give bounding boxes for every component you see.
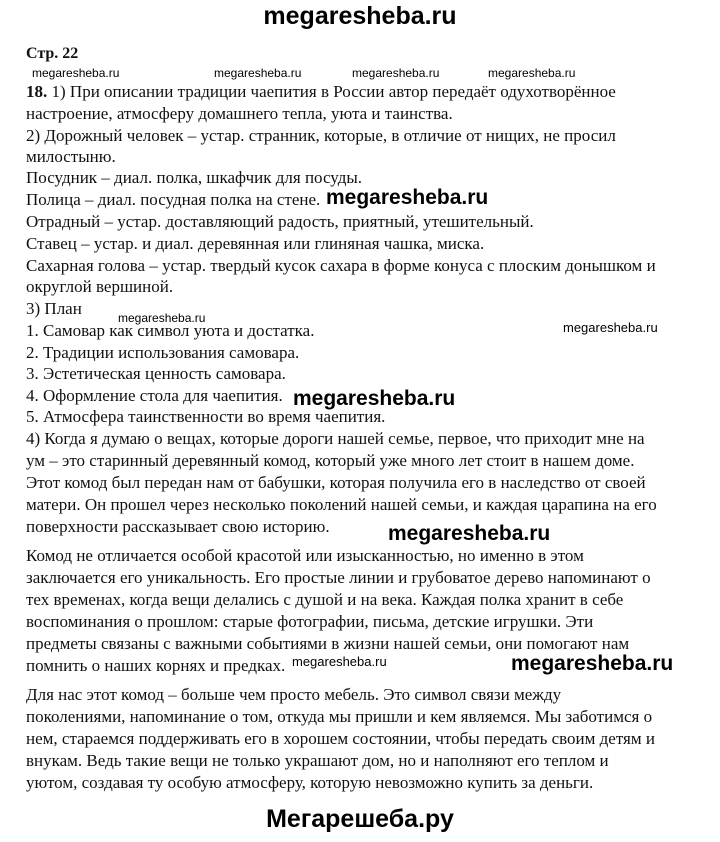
watermark-large: megaresheba.ru xyxy=(388,522,551,545)
watermark-small: megaresheba.ru xyxy=(292,654,387,669)
watermark-small: megaresheba.ru xyxy=(563,320,658,335)
page-label: Стр. 22 xyxy=(26,45,79,62)
watermark-small: megaresheba.ru xyxy=(118,311,206,325)
text-line: настроение, атмосферу домашнего тепла, уюта и таинства. xyxy=(26,104,453,123)
text-line: заключается его уникальность. Его простые линии и грубоватое дерево напоминают о xyxy=(26,568,651,587)
watermark-large: megaresheba.ru xyxy=(293,387,456,410)
text-line: 4) Когда я думаю о вещах, которые дороги нашей семье, первое, что приходит мне на xyxy=(26,429,645,448)
text-line: помнить о наших корнях и предках. xyxy=(26,656,286,675)
text-line: Ставец – устар. и диал. деревянная или глиняная чашка, миска. xyxy=(26,234,485,253)
text-line: Этот комод был передан нам от бабушки, которая получила его в наследство от своей xyxy=(26,473,646,492)
text-line: уютом, создавая ту особую атмосферу, которую невозможно купить за деньги. xyxy=(26,773,594,792)
exercise-number: 18. xyxy=(26,82,48,101)
text-line: поколениями, напоминание о том, откуда мы пришли и кем являемся. Мы заботимся о xyxy=(26,707,653,726)
text-line: Сахарная голова – устар. твердый кусок сахара в форме конуса с плоским донышком и xyxy=(26,256,656,275)
text-line: милостыню. xyxy=(26,147,116,166)
watermark-small: megaresheba.ru xyxy=(32,66,120,80)
watermark-small: megaresheba.ru xyxy=(488,66,576,80)
watermark-large: megaresheba.ru xyxy=(511,652,674,675)
text-line: 2) Дорожный человек – устар. странник, которые, в отличие от нищих, не просил xyxy=(26,126,616,145)
site-watermark-bottom: Мегарешеба.ру xyxy=(266,805,454,833)
text-line: 4. Оформление стола для чаепития. xyxy=(26,386,283,405)
text-line: тех временах, когда вещи делались с душой и на века. Каждая полка хранит в себе xyxy=(26,590,624,609)
text-line: предметы связаны с важными событиями в жизни нашей семьи, они помогают нам xyxy=(26,634,630,653)
text-line: Полица – диал. посудная полка на стене. xyxy=(26,190,321,209)
text-line: 1. Самовар как символ уюта и достатка. xyxy=(26,321,315,340)
text-line: ум – это старинный деревянный комод, который уже много лет стоит в нашем доме. xyxy=(26,451,635,470)
text-line: Посудник – диал. полка, шкафчик для посуды. xyxy=(26,168,363,187)
text-line: поверхности рассказывает свою историю. xyxy=(26,517,330,536)
text-line: Для нас этот комод – больше чем просто мебель. Это символ связи между xyxy=(26,685,562,704)
text-line: 2. Традиции использования самовара. xyxy=(26,343,300,362)
text-line: внукам. Ведь такие вещи не только украшают дом, но и наполняют его теплом и xyxy=(26,751,609,770)
text-line: 18. 1) При описании традиции чаепития в России автор передаёт одухотворённое xyxy=(26,82,616,101)
watermark-large: megaresheba.ru xyxy=(326,186,489,209)
text-line: Комод не отличается особой красотой или изысканностью, но именно в этом xyxy=(26,546,584,565)
text-line: матери. Он прошел через несколько поколений нашей семьи, и каждая царапина на его xyxy=(26,495,657,514)
text-line: Отрадный – устар. доставляющий радость, приятный, утешительный. xyxy=(26,212,534,231)
text-line: нем, стараемся поддерживать его в хорошем состоянии, чтобы передать своим детям и xyxy=(26,729,655,748)
text-line: 3) План xyxy=(26,299,82,318)
text-line: округлой вершиной. xyxy=(26,277,174,296)
watermark-small: megaresheba.ru xyxy=(214,66,302,80)
site-watermark-top: megaresheba.ru xyxy=(263,2,457,30)
text-line: 5. Атмосфера таинственности во время чаепития. xyxy=(26,407,386,426)
text-line: 3. Эстетическая ценность самовара. xyxy=(26,364,286,383)
text-line: воспоминания о прошлом: старые фотографии, письма, детские игрушки. Эти xyxy=(26,612,594,631)
watermark-small: megaresheba.ru xyxy=(352,66,440,80)
